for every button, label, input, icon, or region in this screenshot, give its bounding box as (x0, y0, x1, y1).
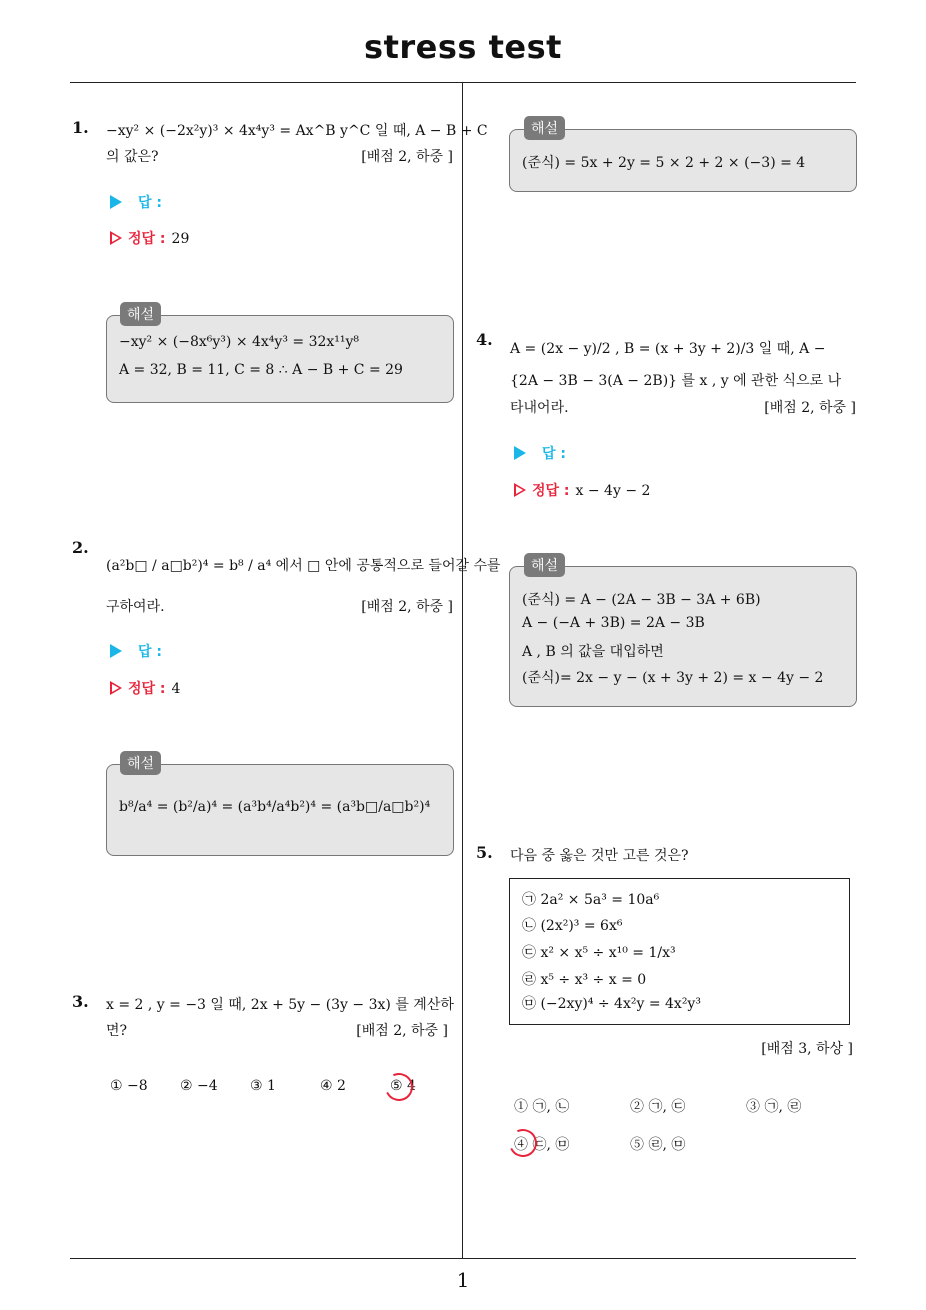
play-icon (514, 446, 526, 460)
answer-row[interactable] (110, 641, 162, 661)
choice-2[interactable]: ② −4 (180, 1078, 218, 1094)
correct-answer-row (110, 678, 180, 698)
choice-2[interactable]: ② ㉠, ㉢ (630, 1099, 686, 1115)
solution-line: (준식) = A − (2A − 3B − 3A + 6B) (522, 592, 761, 608)
answer-row[interactable] (514, 443, 566, 463)
column-divider (462, 83, 463, 1258)
choice-4[interactable]: ④ 2 (320, 1078, 346, 1094)
solution-box (509, 566, 857, 707)
correct-label: 정답 : (532, 483, 570, 499)
question-text: 타내어라. (510, 400, 569, 416)
score-label: [배점 2, 하중 ] (361, 149, 453, 165)
page-number: 1 (456, 1268, 470, 1292)
solution-line: A , B 의 값을 대입하면 (522, 644, 664, 660)
correct-value: 4 (171, 681, 181, 697)
solution-line: A = 32, B = 11, C = 8 ∴ A − B + C = 29 (119, 362, 403, 378)
answer-label: 답 : (138, 644, 162, 660)
question-text: x = 2 , y = −3 일 때, 2x + 5y − (3y − 3x) 를 계산하 (106, 997, 454, 1013)
score-label: [배점 3, 하상 ] (761, 1041, 853, 1057)
choice-1[interactable]: ① ㉠, ㉡ (514, 1099, 570, 1115)
solution-line: b⁸/a⁴ = (b²/a)⁴ = (a³b⁴/a⁴b²)⁴ = (a³b□/a□b²)⁴ (119, 799, 431, 815)
solution-tag: 해설 (524, 553, 565, 577)
question-text: 다음 중 옳은 것만 고른 것은? (510, 848, 689, 864)
answer-label: 답 : (542, 446, 566, 462)
question-text: A = (2x − y)/2 , B = (x + 3y + 2)/3 일 때, A − (510, 341, 826, 357)
statement: ㉡ (2x²)³ = 6x⁶ (522, 918, 623, 934)
score-label: [배점 2, 하중 ] (361, 599, 453, 615)
statement: ㉣ x⁵ ÷ x³ ÷ x = 0 (522, 972, 647, 988)
header-rule (70, 82, 856, 83)
question-number: 4. (476, 330, 493, 349)
solution-line: A − (−A + 3B) = 2A − 3B (522, 615, 705, 631)
play-icon (110, 644, 122, 658)
choice-5[interactable]: ⑤ 4 (390, 1078, 416, 1094)
selected-mark-icon (381, 1069, 417, 1105)
solution-box (106, 764, 454, 856)
correct-value: x − 4y − 2 (575, 483, 651, 499)
outline-triangle-icon (110, 231, 122, 245)
solution-tag: 해설 (120, 302, 161, 326)
correct-answer-row (110, 228, 189, 248)
score-label: [배점 2, 하중 ] (764, 400, 856, 416)
choice-1[interactable]: ① −8 (110, 1078, 148, 1094)
choice-3[interactable]: ③ 1 (250, 1078, 276, 1094)
question-text: 면? (106, 1023, 128, 1039)
correct-answer-row (514, 480, 650, 500)
statement-box (509, 878, 850, 1025)
outline-triangle-icon (110, 681, 122, 695)
solution-line: (준식) = 5x + 2y = 5 × 2 + 2 × (−3) = 4 (522, 155, 806, 171)
question-number: 2. (72, 538, 89, 557)
page-title: stress test (364, 28, 562, 66)
statement: ㉢ x² × x⁵ ÷ x¹⁰ = 1/x³ (522, 945, 676, 961)
answer-row[interactable] (110, 192, 162, 212)
question-text: (a²b□ / a□b²)⁴ = b⁸ / a⁴ 에서 □ 안에 공통적으로 들어갈 수를 (106, 558, 501, 574)
solution-tag: 해설 (120, 751, 161, 775)
question-number: 1. (72, 118, 89, 137)
answer-label: 답 : (138, 195, 162, 211)
question-text: −xy² × (−2x²y)³ × 4x⁴y³ = Ax^B y^C 일 때, A − B + C (106, 123, 488, 139)
solution-line: (준식)= 2x − y − (x + 3y + 2) = x − 4y − 2 (522, 670, 824, 686)
question-number: 5. (476, 843, 493, 862)
correct-label: 정답 : (128, 231, 166, 247)
question-text: 의 값은? (106, 149, 159, 165)
choice-4[interactable]: ④ ㉢, ㉤ (514, 1137, 570, 1153)
play-icon (110, 195, 122, 209)
outline-triangle-icon (514, 483, 526, 497)
solution-line: −xy² × (−8x⁶y³) × 4x⁴y³ = 32x¹¹y⁸ (119, 334, 360, 350)
correct-value: 29 (171, 231, 190, 247)
statement: ㉠ 2a² × 5a³ = 10a⁶ (522, 892, 660, 908)
score-label: [배점 2, 하중 ] (356, 1023, 448, 1039)
choice-5[interactable]: ⑤ ㉣, ㉤ (630, 1137, 686, 1153)
correct-label: 정답 : (128, 681, 166, 697)
solution-tag: 해설 (524, 116, 565, 140)
question-text: {2A − 3B − 3(A − 2B)} 를 x , y 에 관한 식으로 나 (510, 373, 842, 389)
question-text: 구하여라. (106, 599, 165, 615)
choice-3[interactable]: ③ ㉠, ㉣ (746, 1099, 802, 1115)
statement: ㉤ (−2xy)⁴ ÷ 4x²y = 4x²y³ (522, 996, 701, 1012)
selected-mark-icon (505, 1125, 541, 1161)
question-number: 3. (72, 992, 89, 1011)
solution-box (106, 315, 454, 403)
footer-rule (70, 1258, 856, 1259)
